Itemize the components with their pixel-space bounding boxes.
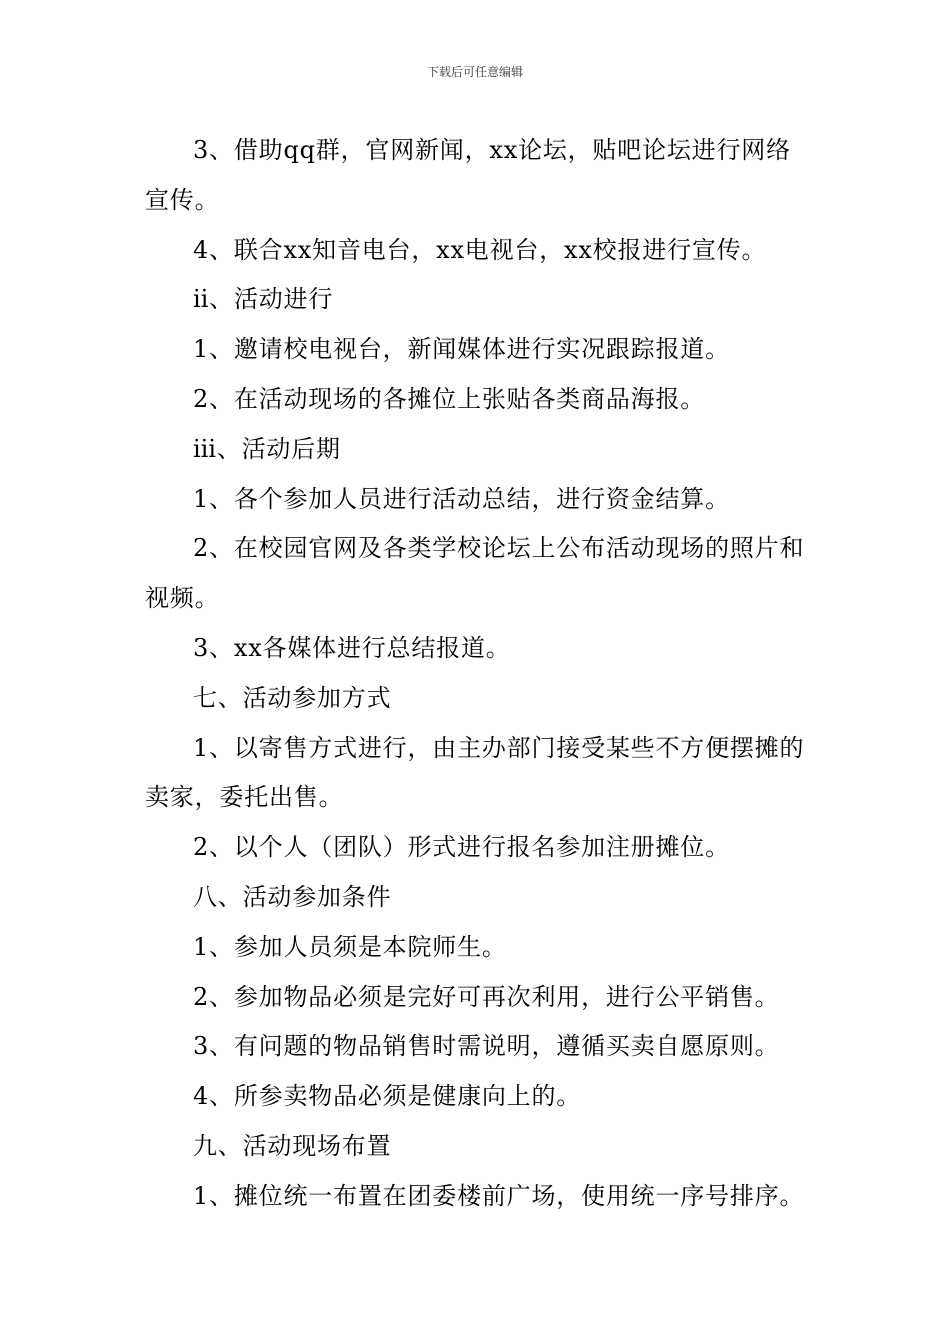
paragraph: 2、参加物品必须是完好可再次利用，进行公平销售。 xyxy=(193,982,780,1011)
paragraph: 1、摊位统一布置在团委楼前广场，使用统一序号排序。 xyxy=(193,1181,805,1210)
section-heading: 九、活动现场布置 xyxy=(193,1131,392,1160)
paragraph: 2、在校园官网及各类学校论坛上公布活动现场的照片和视频。 xyxy=(145,534,805,613)
paragraph: 1、各个参加人员进行活动总结，进行资金结算。 xyxy=(193,484,730,513)
paragraph: 3、xx各媒体进行总结报道。 xyxy=(193,633,511,662)
paragraph: 4、所参卖物品必须是健康向上的。 xyxy=(193,1082,582,1111)
paragraph: 1、参加人员须是本院师生。 xyxy=(193,932,507,961)
section-heading: ⅱ、活动进行 xyxy=(193,285,334,314)
document-body xyxy=(145,126,815,1222)
section-heading: 八、活动参加条件 xyxy=(193,882,392,911)
paragraph: 2、以个人（团队）形式进行报名参加注册摊位。 xyxy=(193,833,730,862)
paragraph: 1、以寄售方式进行，由主办部门接受某些不方便摆摊的卖家，委托出售。 xyxy=(145,733,805,812)
paragraph: 1、邀请校电视台，新闻媒体进行实况跟踪报道。 xyxy=(193,335,730,364)
paragraph: 4、联合xx知音电台，xx电视台，xx校报进行宣传。 xyxy=(193,235,767,264)
paragraph: 3、有问题的物品销售时需说明，遵循买卖自愿原则。 xyxy=(193,1032,780,1061)
page-header: 下载后可任意编辑 xyxy=(426,65,523,79)
section-heading: 七、活动参加方式 xyxy=(193,683,392,712)
section-heading: ⅲ、活动后期 xyxy=(193,434,341,463)
paragraph: 3、借助qq群，官网新闻，xx论坛，贴吧论坛进行网络宣传。 xyxy=(145,136,791,214)
paragraph: 2、在活动现场的各摊位上张贴各类商品海报。 xyxy=(193,384,706,413)
